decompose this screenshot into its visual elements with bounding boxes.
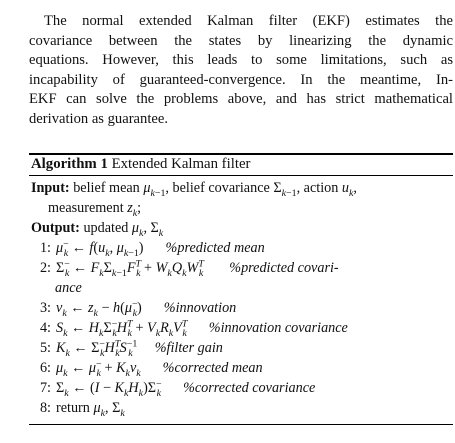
paragraph-line-5: EKF can solve the problems above, and has strict mathematical — [29, 91, 453, 108]
step-expression: $\mu^-_k$ ← $f(u_k$, $\mu_{k-1}$) — [56, 238, 144, 259]
algorithm-step-3 — [36, 300, 236, 317]
input-label: Input: — [31, 180, 70, 196]
paragraph-line-4: incapability of guaranteed-convergence. In the meantime, In- — [29, 71, 453, 88]
algorithm-input-cont: measurement $z_k$; — [48, 200, 142, 219]
step-comment-continuation: ance — [55, 280, 82, 296]
step-number: 4: — [39, 320, 51, 336]
algorithm-step-4 — [36, 320, 348, 337]
algorithm-step-8 — [36, 400, 125, 417]
algorithm-top-rule — [29, 153, 453, 155]
paragraph-line-6: derivation as guarantee. — [29, 110, 168, 127]
step-number: 8: — [39, 400, 51, 416]
step-number: 1: — [39, 240, 51, 256]
step-number: 6: — [39, 360, 51, 376]
step-comment: %innovation — [163, 300, 237, 316]
paragraph-line-2: covariance between the states by linearizing the dynamic — [29, 32, 453, 49]
algorithm-step-7 — [36, 380, 315, 397]
algorithm-label: Algorithm 1 — [31, 156, 108, 172]
step-comment: %innovation covariance — [208, 320, 348, 336]
algorithm-caption — [31, 156, 250, 173]
algorithm-output — [31, 220, 163, 237]
output-text: updated $\mu_k$, $\Sigma_k$ — [83, 220, 164, 239]
algorithm-step-6 — [36, 360, 263, 377]
intro-paragraph — [29, 12, 453, 130]
step-expression: $S_k$ ← $H_k\Sigma^-_kH^T_k + V_kR_kV^T_k$ — [56, 318, 188, 339]
input-text: belief mean $\mu_{k-1}$, belief covariance $\Sigma_{k-1}$, action $u_k$, — [73, 180, 357, 199]
step-expression: $\Sigma_k$ ← $(I - K_kH_k)\Sigma^-_k$ — [56, 378, 162, 399]
step-expression: $\Sigma^-_k$ ← $F_k\Sigma_{k-1}F^T_k + W_kQ_kW^T_k$ — [56, 258, 204, 279]
step-comment: %predicted mean — [165, 240, 265, 256]
algorithm-step-2 — [36, 260, 339, 277]
step-number: 2: — [39, 260, 51, 276]
paragraph-line-1: The normal extended Kalman filter (EKF) estimates the — [44, 13, 453, 29]
step-comment: %filter gain — [154, 340, 223, 356]
algorithm-input — [31, 180, 357, 197]
algorithm-step-1 — [36, 240, 265, 257]
step-expression: $K_k$ ← $\Sigma^-_kH^T_kS^{-1}_k$ — [56, 338, 138, 359]
algorithm-bottom-rule — [29, 424, 453, 425]
step-expression: return $\mu_k$, $\Sigma_k$ — [56, 400, 125, 419]
algorithm-caption-rule — [29, 175, 453, 176]
step-expression: $\mu_k$ ← $\mu^-_k + K_k\nu_k$ — [56, 358, 141, 379]
algorithm-step-5 — [36, 340, 223, 357]
output-label: Output: — [31, 220, 80, 236]
step-number: 7: — [39, 380, 51, 396]
step-comment: %corrected mean — [162, 360, 263, 376]
step-expression: $\nu_k$ ← $z_k - h(\mu^-_k)$ — [56, 298, 142, 319]
step-number: 5: — [39, 340, 51, 356]
paragraph-line-3: equations. However, this leads to some limitations, such as — [29, 52, 453, 69]
algorithm-title: Extended Kalman filter — [111, 156, 251, 172]
step-comment: %corrected covariance — [183, 380, 316, 396]
step-comment: %predicted covari- — [229, 260, 339, 276]
step-number: 3: — [39, 300, 51, 316]
